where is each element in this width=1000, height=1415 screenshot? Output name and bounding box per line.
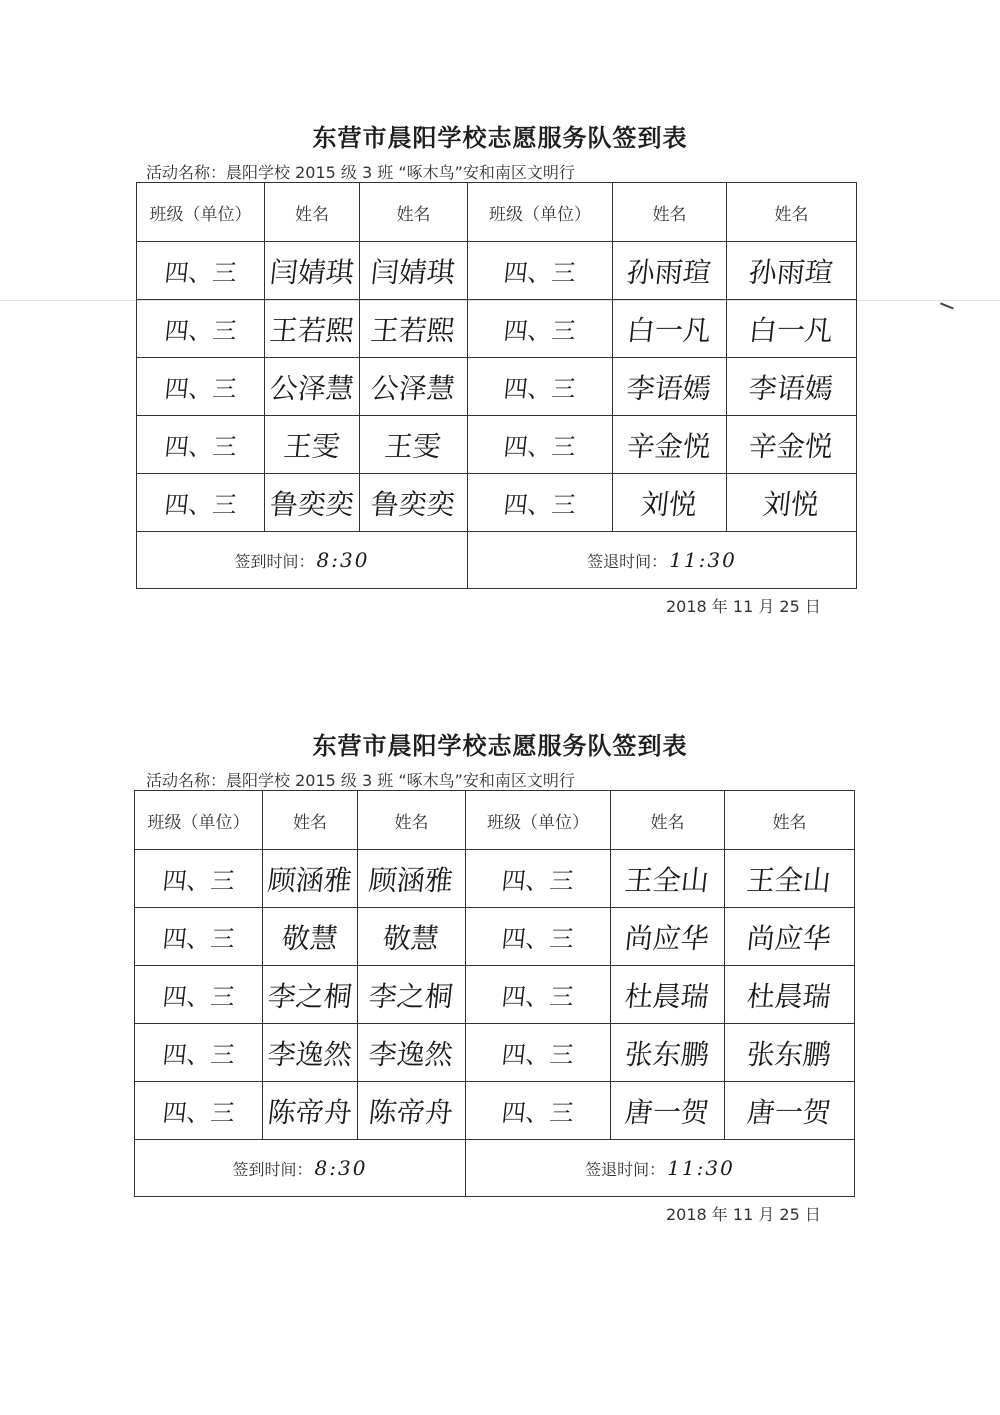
signout-time-cell [468, 532, 857, 589]
table-row [135, 1082, 855, 1140]
name-cell: 张东鹏 [623, 1037, 712, 1071]
header-name: 姓名 [265, 183, 360, 242]
activity-name: 活动名称：晨阳学校 2015 级 3 班 “啄木鸟”安和南区文明行 [146, 771, 575, 790]
name-cell: 王若熙 [369, 313, 458, 347]
name-cell: 张东鹏 [745, 1037, 834, 1071]
form-title: 东营市晨阳学校志愿服务队签到表 [312, 124, 688, 152]
class-cell: 四、三 [160, 1099, 236, 1127]
class-cell: 四、三 [502, 259, 578, 287]
name-cell: 刘悦 [639, 487, 700, 521]
name-cell: 王雯 [383, 429, 444, 463]
name-cell: 李语嫣 [625, 371, 714, 405]
table-row [137, 300, 857, 358]
name-cell: 顾涵雅 [266, 863, 354, 897]
signout-label: 签退时间： [585, 1160, 666, 1179]
class-cell: 四、三 [500, 1041, 576, 1069]
signin-time: 8:30 [314, 1156, 368, 1180]
name-cell: 公泽慧 [268, 371, 356, 405]
time-row [135, 1140, 855, 1197]
header-class: 班级（单位） [468, 183, 613, 242]
class-cell: 四、三 [162, 317, 238, 345]
signin-time-cell [137, 532, 468, 589]
header-class: 班级（单位） [135, 791, 263, 850]
form-title: 东营市晨阳学校志愿服务队签到表 [312, 732, 688, 760]
class-cell: 四、三 [160, 1041, 236, 1069]
form-date: 2018 年 11 月 25 日 [666, 597, 821, 616]
table-row [137, 416, 857, 474]
class-cell: 四、三 [500, 983, 576, 1011]
header-name: 姓名 [263, 791, 358, 850]
name-cell: 公泽慧 [369, 371, 458, 405]
class-cell: 四、三 [162, 491, 238, 519]
signin-label: 签到时间： [232, 1160, 313, 1179]
table-row [135, 1024, 855, 1082]
name-cell: 鲁奕奕 [268, 487, 356, 521]
table-row [137, 358, 857, 416]
name-cell: 白一凡 [625, 313, 714, 347]
name-cell: 辛金悦 [747, 429, 836, 463]
header-class: 班级（单位） [137, 183, 265, 242]
table-row [135, 966, 855, 1024]
header-row [137, 183, 857, 242]
class-cell: 四、三 [162, 375, 238, 403]
pen-mark [940, 302, 954, 309]
header-name: 姓名 [360, 183, 468, 242]
name-cell: 陈帝舟 [266, 1095, 354, 1129]
class-cell: 四、三 [502, 491, 578, 519]
name-cell: 尚应华 [745, 921, 834, 955]
class-cell: 四、三 [160, 983, 236, 1011]
name-cell: 李之桐 [266, 979, 354, 1013]
header-name: 姓名 [725, 791, 855, 850]
name-cell: 顾涵雅 [367, 863, 456, 897]
name-cell: 孙雨瑄 [747, 255, 836, 289]
name-cell: 鲁奕奕 [369, 487, 458, 521]
name-cell: 李逸然 [367, 1037, 456, 1071]
time-row [137, 532, 857, 589]
name-cell: 王全山 [623, 863, 712, 897]
name-cell: 闫婧琪 [369, 255, 458, 289]
header-name: 姓名 [358, 791, 466, 850]
name-cell: 杜晨瑞 [745, 979, 834, 1013]
name-cell: 敬慧 [381, 921, 442, 955]
signout-time: 11:30 [667, 1156, 735, 1180]
name-cell: 杜晨瑞 [623, 979, 712, 1013]
name-cell: 唐一贺 [745, 1095, 834, 1129]
table-row [137, 242, 857, 300]
name-cell: 唐一贺 [623, 1095, 712, 1129]
activity-name: 活动名称：晨阳学校 2015 级 3 班 “啄木鸟”安和南区文明行 [146, 163, 575, 182]
signout-time: 11:30 [669, 548, 737, 572]
header-name: 姓名 [727, 183, 857, 242]
name-cell: 李逸然 [266, 1037, 354, 1071]
header-name: 姓名 [613, 183, 727, 242]
signin-label: 签到时间： [234, 552, 315, 571]
table-row [137, 474, 857, 532]
name-cell: 辛金悦 [625, 429, 714, 463]
form-date: 2018 年 11 月 25 日 [666, 1205, 821, 1224]
name-cell: 李之桐 [367, 979, 456, 1013]
name-cell: 孙雨瑄 [625, 255, 714, 289]
name-cell: 王若熙 [268, 313, 356, 347]
header-name: 姓名 [611, 791, 725, 850]
class-cell: 四、三 [502, 317, 578, 345]
class-cell: 四、三 [160, 867, 236, 895]
signin-time-cell [135, 1140, 466, 1197]
name-cell: 尚应华 [623, 921, 712, 955]
name-cell: 白一凡 [747, 313, 836, 347]
class-cell: 四、三 [502, 433, 578, 461]
class-cell: 四、三 [500, 1099, 576, 1127]
name-cell: 敬慧 [280, 921, 340, 955]
header-class: 班级（单位） [466, 791, 611, 850]
class-cell: 四、三 [162, 259, 238, 287]
class-cell: 四、三 [502, 375, 578, 403]
class-cell: 四、三 [160, 925, 236, 953]
header-row [135, 791, 855, 850]
signin-table [136, 182, 857, 589]
class-cell: 四、三 [500, 925, 576, 953]
name-cell: 王雯 [282, 429, 342, 463]
signout-label: 签退时间： [587, 552, 668, 571]
class-cell: 四、三 [162, 433, 238, 461]
signin-time: 8:30 [316, 548, 370, 572]
name-cell: 李语嫣 [747, 371, 836, 405]
signout-time-cell [466, 1140, 855, 1197]
class-cell: 四、三 [500, 867, 576, 895]
table-row [135, 908, 855, 966]
name-cell: 王全山 [745, 863, 834, 897]
table-row [135, 850, 855, 908]
name-cell: 闫婧琪 [268, 255, 356, 289]
name-cell: 刘悦 [761, 487, 822, 521]
signin-table [134, 790, 855, 1197]
name-cell: 陈帝舟 [367, 1095, 456, 1129]
